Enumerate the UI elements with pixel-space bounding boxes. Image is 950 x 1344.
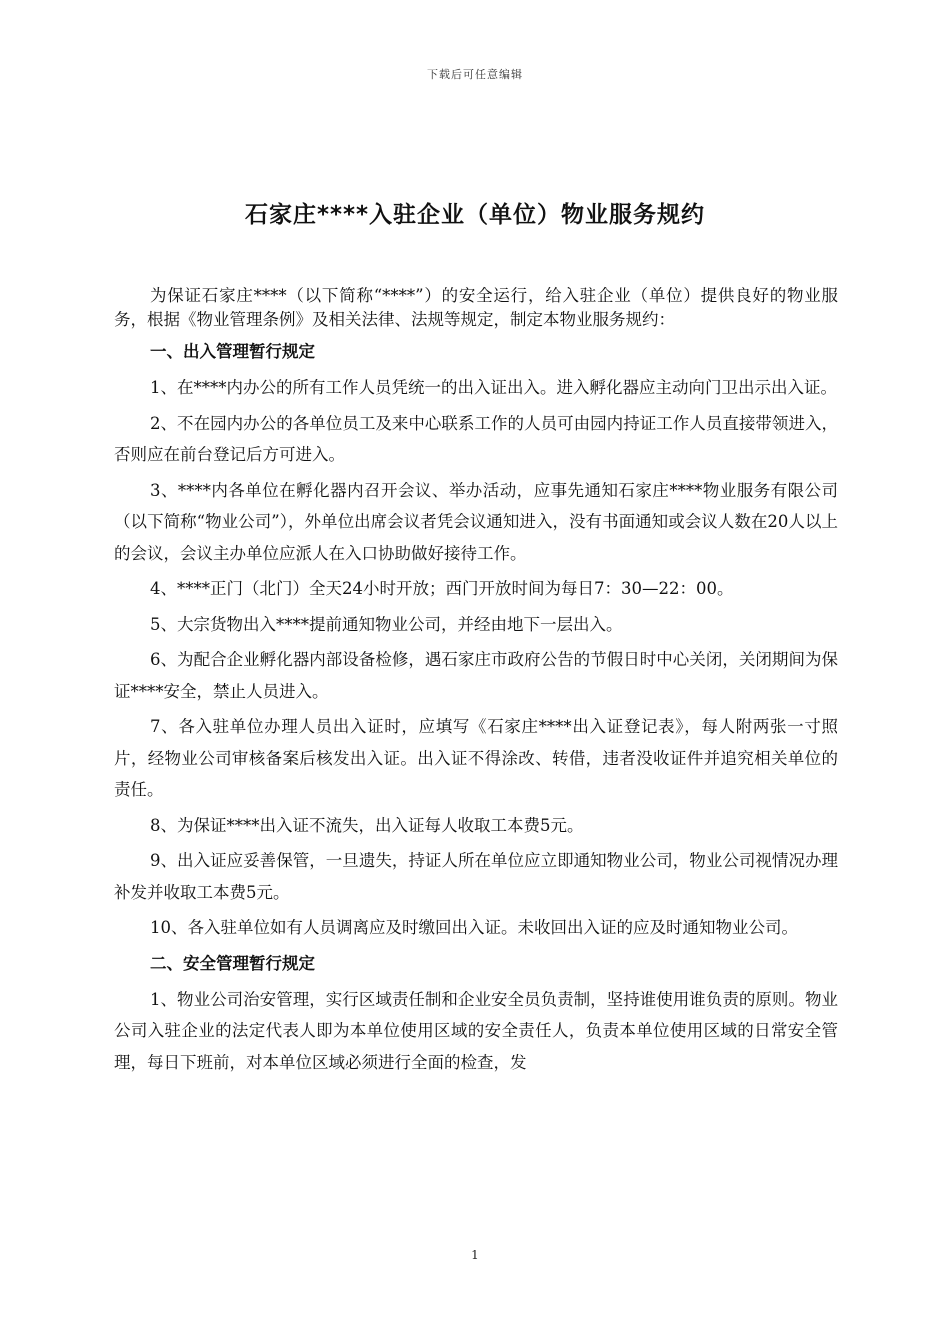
clause: 10、各入驻单位如有人员调离应及时缴回出入证。未收回出入证的应及时通知物业公司。 (150, 918, 798, 937)
clause: 3、****内各单位在孵化器内召开会议、举办活动，应事先通知石家庄****物业服务有限公司（以下简称“物业公司”），外单位出席会议者凭会议通知进入，没有书面通知或会议人数在20人以上的会议，会议主办单位应派人在入口协助做好接待工作。 (114, 480, 838, 563)
section-safety-management (114, 948, 838, 1079)
clause: 7、各入驻单位办理人员出入证时，应填写《石家庄****出入证登记表》，每人附两张一寸照片，经物业公司审核备案后核发出入证。出入证不得涂改、转借，违者没收证件并追究相关单位的责任。 (114, 717, 838, 799)
section-heading: 一、出入管理暂行规定 (150, 342, 315, 361)
clause: 4、****正门（北门）全天24小时开放；西门开放时间为每日7：30—22：00。 (150, 579, 734, 598)
clause: 8、为保证****出入证不流失，出入证每人收取工本费5元。 (150, 815, 584, 835)
intro-paragraph: 为保证石家庄****（以下简称“****”）的安全运行，给入驻企业（单位）提供良好的物业服务，根据《物业管理条例》及相关法律、法规等规定，制定本物业服务规约： (114, 286, 838, 329)
clause: 1、在****内办公的所有工作人员凭统一的出入证出入。进入孵化器应主动向门卫出示出入证。 (150, 378, 837, 397)
section-heading: 二、安全管理暂行规定 (150, 953, 315, 973)
intro-paragraph-wrapper (114, 284, 838, 332)
clause: 6、为配合企业孵化器内部设备检修，遇石家庄市政府公告的节假日时中心关闭，关闭期间为保证****安全，禁止人员进入。 (114, 650, 838, 701)
header-note: 下载后可任意编辑 (427, 68, 523, 81)
document-body (114, 284, 838, 1078)
page-number: 1 (471, 1248, 479, 1262)
section-entry-management (114, 336, 838, 944)
clause: 5、大宗货物出入****提前通知物业公司，并经由地下一层出入。 (150, 614, 623, 634)
clause: 2、不在园内办公的各单位员工及来中心联系工作的人员可由园内持证工作人员直接带领进入，否则应在前台登记后方可进入。 (114, 413, 838, 464)
clause: 9、出入证应妥善保管，一旦遗失，持证人所在单位应立即通知物业公司，物业公司视情况办理补发并收取工本费5元。 (114, 851, 838, 902)
document-title: 石家庄****入驻企业（单位）物业服务规约 (244, 202, 706, 228)
clause: 1、物业公司治安管理，实行区域责任制和企业安全员负责制，坚持谁使用谁负责的原则。物业公司入驻企业的法定代表人即为本单位使用区域的安全责任人，负责本单位使用区域的日常安全管理，每日下班前，对本单位区域必须进行全面的检查，发 (114, 989, 838, 1072)
